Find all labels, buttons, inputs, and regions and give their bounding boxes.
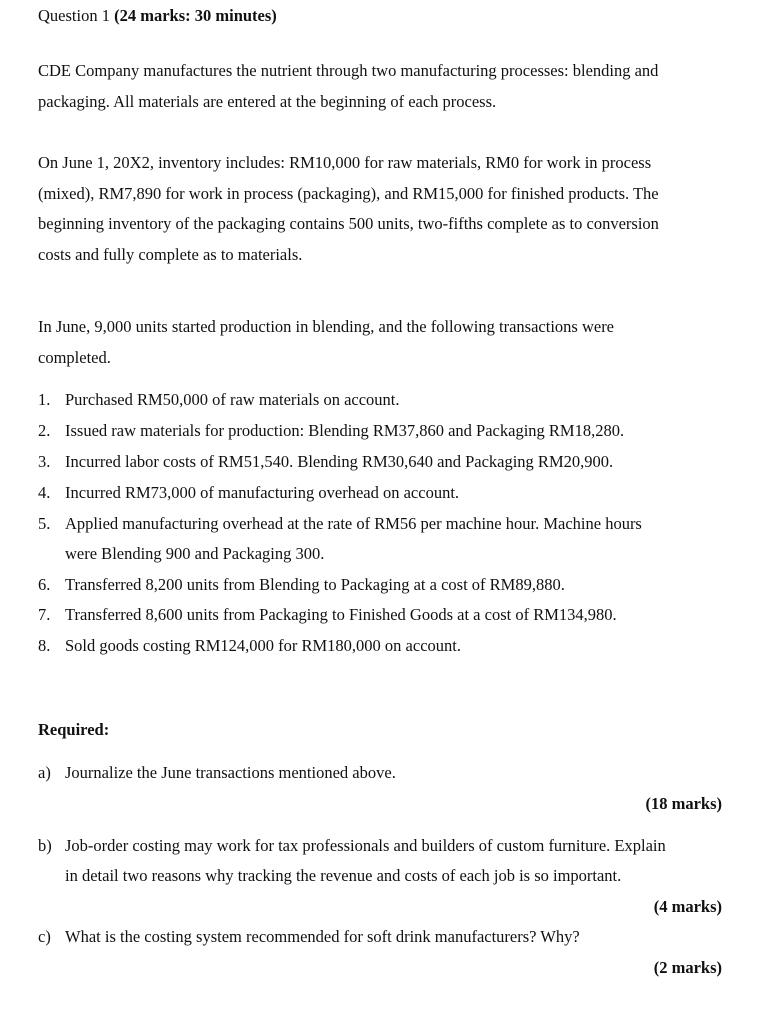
part-marks: (2 marks) [653,958,722,977]
question-title [38,6,277,26]
part-text-continued: in detail two reasons why tracking the revenue and costs of each job is so important. [65,866,622,885]
list-item-text: Purchased RM50,000 of raw materials on account. [65,390,400,409]
intro-line-1: CDE Company manufactures the nutrient through two manufacturing processes: blending and [38,61,659,80]
june-line-2: completed. [38,348,111,367]
list-item-number: 3. [38,452,51,471]
question-marks: (24 marks: 30 minutes) [114,6,277,25]
list-item-number: 6. [38,575,51,594]
part-label: b) [38,836,52,855]
part-marks: (4 marks) [653,897,722,916]
inventory-line-2: (mixed), RM7,890 for work in process (packaging), and RM15,000 for finished products. The [38,184,659,203]
inventory-line-4: costs and fully complete as to materials. [38,245,303,264]
list-item-text: Sold goods costing RM124,000 for RM180,000 on account. [65,636,461,655]
part-label: c) [38,927,51,946]
list-item-number: 8. [38,636,51,655]
list-item-text: Transferred 8,200 units from Blending to Packaging at a cost of RM89,880. [65,575,565,594]
june-line-1: In June, 9,000 units started production in blending, and the following transactions were [38,317,615,336]
list-item-text: Applied manufacturing overhead at the rate of RM56 per machine hour. Machine hours [65,514,642,533]
list-item-text-continued: were Blending 900 and Packaging 300. [65,544,325,563]
part-text: Job-order costing may work for tax professionals and builders of custom furniture. Explain [65,836,666,855]
part-marks: (18 marks) [645,794,722,813]
list-item-number: 2. [38,421,51,440]
list-item-number: 4. [38,483,51,502]
list-item-number: 5. [38,514,51,533]
list-item-number: 7. [38,605,51,624]
required-heading: Required: [38,720,110,739]
list-item-text: Issued raw materials for production: Blending RM37,860 and Packaging RM18,280. [65,421,625,440]
inventory-line-1: On June 1, 20X2, inventory includes: RM10,000 for raw materials, RM0 for work in process [38,153,652,172]
intro-line-2: packaging. All materials are entered at the beginning of each process. [38,92,497,111]
list-item-text: Incurred RM73,000 of manufacturing overhead on account. [65,483,460,502]
list-item-text: Transferred 8,600 units from Packaging to Finished Goods at a cost of RM134,980. [65,605,617,624]
part-text: Journalize the June transactions mentioned above. [65,763,396,782]
part-text: What is the costing system recommended for soft drink manufacturers? Why? [65,927,580,946]
part-label: a) [38,763,51,782]
list-item-number: 1. [38,390,51,409]
question-label: Question 1 [38,6,110,25]
inventory-line-3: beginning inventory of the packaging contains 500 units, two-fifths complete as to conversion [38,214,659,233]
list-item-text: Incurred labor costs of RM51,540. Blending RM30,640 and Packaging RM20,900. [65,452,614,471]
